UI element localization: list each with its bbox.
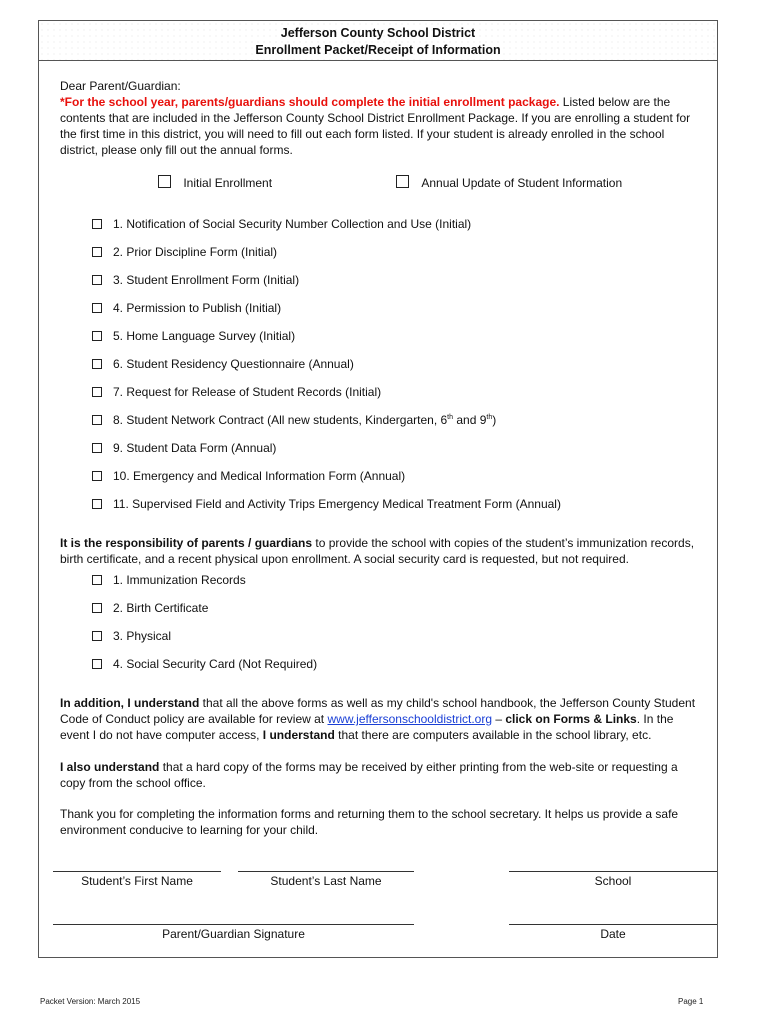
date-line[interactable] <box>509 924 717 925</box>
school-line[interactable] <box>509 871 717 872</box>
responsibility-paragraph: It is the responsibility of parents / guardians to provide the school with copies of the student’s immunization records, birth certificate, and a recent physical upon enrollment. A social security card is requested, but not required. <box>60 536 695 566</box>
document-item[interactable] <box>92 572 246 588</box>
district-website-link[interactable]: www.jeffersonschooldistrict.org <box>327 712 492 726</box>
initial-enrollment-option[interactable] <box>158 175 272 191</box>
intro-body: Listed below are the contents that are included in the Jefferson County School District Enrollment Package. If you are enrolling a student for the first time in this district, you will need to fill out each form listed. If your student is already enrolled in the school district, please only fill out the annual forms. <box>60 95 691 157</box>
form-label: 10. Emergency and Medical Information Form (Annual) <box>113 469 406 483</box>
last-name-label: Student’s Last Name <box>270 874 382 888</box>
form-item[interactable] <box>92 440 276 456</box>
district-title: Jefferson County School District <box>280 26 476 40</box>
form-item[interactable] <box>92 412 496 428</box>
document-checkbox[interactable] <box>92 631 102 641</box>
greeting: Dear Parent/Guardian: <box>60 79 181 93</box>
first-name-line[interactable] <box>53 871 221 872</box>
form-checkbox[interactable] <box>92 387 102 397</box>
form-label: 1. Notification of Social Security Number Collection and Use (Initial) <box>113 217 472 231</box>
form-label: 9. Student Data Form (Annual) <box>113 441 277 455</box>
annual-update-label: Annual Update of Student Information <box>421 176 623 190</box>
document-item[interactable] <box>92 656 317 672</box>
form-label: 2. Prior Discipline Form (Initial) <box>113 245 278 259</box>
form-item[interactable] <box>92 328 295 344</box>
packet-version: Packet Version: March 2015 <box>40 997 141 1006</box>
first-name-label: Student’s First Name <box>81 874 193 888</box>
form-label: 8. Student Network Contract (All new students, Kindergarten, 6th and 9th) <box>113 413 497 427</box>
form-checkbox[interactable] <box>92 331 102 341</box>
form-label: 3. Student Enrollment Form (Initial) <box>113 273 300 287</box>
form-label: 4. Permission to Publish (Initial) <box>113 301 282 315</box>
school-label: School <box>594 874 632 888</box>
form-item[interactable] <box>92 216 471 232</box>
form-checkbox[interactable] <box>92 275 102 285</box>
form-item[interactable] <box>92 384 381 400</box>
form-item[interactable] <box>92 244 277 260</box>
form-checkbox[interactable] <box>92 443 102 453</box>
guardian-signature-label: Parent/Guardian Signature <box>162 927 305 941</box>
intro-section <box>60 78 700 158</box>
form-checkbox[interactable] <box>92 471 102 481</box>
form-checkbox[interactable] <box>92 219 102 229</box>
form-frame <box>38 20 718 958</box>
form-checkbox[interactable] <box>92 415 102 425</box>
last-name-line[interactable] <box>238 871 414 872</box>
document-checkbox[interactable] <box>92 575 102 585</box>
form-checkbox[interactable] <box>92 303 102 313</box>
document-checkbox[interactable] <box>92 659 102 669</box>
document-checkbox[interactable] <box>92 603 102 613</box>
intro-paragraph <box>60 94 700 158</box>
document-label: 4. Social Security Card (Not Required) <box>113 657 318 671</box>
page-number: Page 1 <box>678 997 704 1006</box>
intro-emphasis: *For the school year, parents/guardians should complete the initial enrollment package. <box>60 95 560 109</box>
date-label: Date <box>600 927 626 941</box>
form-item[interactable] <box>92 468 405 484</box>
form-header <box>39 21 717 61</box>
initial-enrollment-label: Initial Enrollment <box>183 176 273 190</box>
document-item[interactable] <box>92 628 171 644</box>
form-checkbox[interactable] <box>92 499 102 509</box>
document-label: 2. Birth Certificate <box>113 601 209 615</box>
form-item[interactable] <box>92 496 561 512</box>
form-item[interactable] <box>92 300 281 316</box>
understand-paragraph: In addition, I understand that all the above forms as well as my child's school handbook, the Jefferson County Student Code of Conduct policy are available for review at www.jeffersonschooldistrict.org – click on Forms & Links. In the event I do not have computer access, I understand that there are computers available in the school library, etc. <box>60 696 696 742</box>
form-label: 7. Request for Release of Student Records (Initial) <box>113 385 382 399</box>
thanks-paragraph: Thank you for completing the information forms and returning them to the school secretary. It helps us provide a safe environment conducive to learning for your child. <box>60 807 679 837</box>
document-label: 3. Physical <box>113 629 172 643</box>
form-label: 6. Student Residency Questionnaire (Annual) <box>113 357 354 371</box>
form-checkbox[interactable] <box>92 359 102 369</box>
guardian-signature-line[interactable] <box>53 924 414 925</box>
document-label: 1. Immunization Records <box>113 573 246 587</box>
annual-update-checkbox[interactable] <box>396 175 409 188</box>
form-label: 5. Home Language Survey (Initial) <box>113 329 296 343</box>
form-label: 11. Supervised Field and Activity Trips Emergency Medical Treatment Form (Annual) <box>113 497 561 511</box>
form-item[interactable] <box>92 356 354 372</box>
form-checkbox[interactable] <box>92 247 102 257</box>
packet-title: Enrollment Packet/Receipt of Information <box>255 43 501 57</box>
also-understand-paragraph: I also understand that a hard copy of the forms may be received by either printing from the web-site or requesting a copy from the school office. <box>60 760 678 790</box>
annual-update-option[interactable] <box>396 175 622 191</box>
document-item[interactable] <box>92 600 208 616</box>
form-item[interactable] <box>92 272 299 288</box>
initial-enrollment-checkbox[interactable] <box>158 175 171 188</box>
